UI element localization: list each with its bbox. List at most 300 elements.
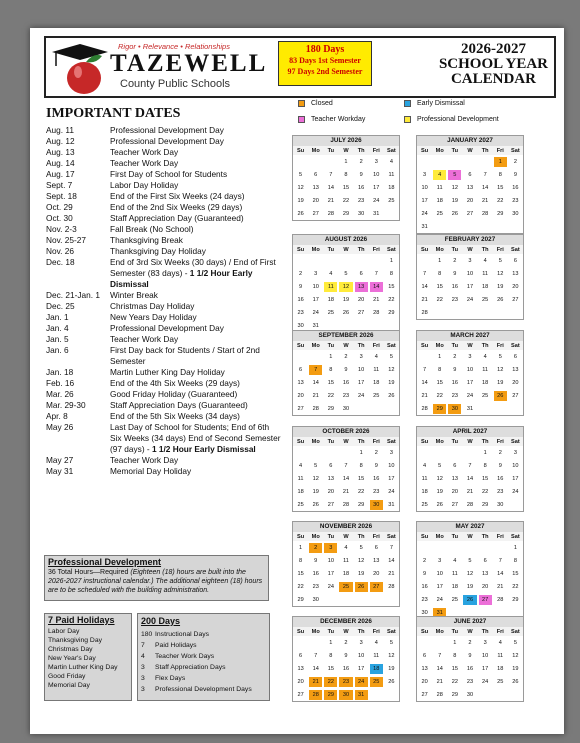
important-date-row [46, 213, 282, 224]
weekday-header: Mo [311, 147, 320, 154]
day-cell: 27 [479, 595, 492, 605]
header [44, 36, 556, 98]
day-cell: 17 [327, 570, 334, 577]
day-cell: 16 [312, 570, 319, 577]
day-cell: 25 [436, 210, 443, 217]
day-cell: 8 [483, 462, 487, 469]
day-cell: 22 [297, 583, 304, 590]
day-cell: 23 [297, 309, 304, 316]
day-cell: 25 [297, 501, 304, 508]
weekday-header: Su [296, 438, 305, 445]
paid-holidays-box [44, 613, 132, 701]
weekday-header: Su [420, 628, 429, 635]
month-calendar [416, 616, 524, 702]
day-cell: 15 [482, 475, 489, 482]
legend-swatch [404, 116, 411, 123]
day-cell: 16 [497, 475, 504, 482]
important-date-row [46, 422, 282, 455]
day-cell: 8 [498, 171, 502, 178]
day-cell: 29 [358, 501, 365, 508]
day-cell: 31 [312, 322, 319, 329]
calendar-title [439, 42, 548, 87]
day-cell: 4 [329, 270, 333, 277]
day-grid [417, 541, 523, 619]
district-subtitle: County Public Schools [120, 78, 231, 90]
important-date-row [46, 169, 282, 180]
day-cell: 12 [512, 652, 519, 659]
day-cell: 27 [312, 210, 319, 217]
day-cell: 2 [374, 449, 378, 456]
day-cell: 30 [312, 596, 319, 603]
day-cell: 4 [299, 462, 303, 469]
day-cell: 8 [389, 270, 393, 277]
day-cell: 15 [388, 283, 395, 290]
day-cell: 24 [373, 197, 380, 204]
day-cell: 25 [451, 596, 458, 603]
month-title: MARCH 2027 [417, 331, 523, 341]
day-cell: 1 [344, 158, 348, 165]
event-text: Professional Development Day [110, 136, 224, 146]
days-type: Teacher Work Days [155, 653, 215, 660]
day-cell: 8 [438, 270, 442, 277]
day-cell: 31 [373, 210, 380, 217]
date-label: Sept. 7 [46, 180, 73, 190]
event-bold-text: 1 1/2 Hour Early Dismissal [151, 444, 256, 454]
weekday-header: Fri [496, 246, 504, 253]
day-cell: 17 [512, 475, 519, 482]
event-label [110, 169, 282, 180]
weekday-header: W [343, 147, 349, 154]
weekday-header: Su [296, 147, 305, 154]
day-cell: 24 [355, 677, 368, 687]
day-cell: 12 [451, 184, 458, 191]
weekday-header: Tu [327, 342, 335, 349]
weekday-row [293, 627, 399, 636]
day-cell: 18 [436, 197, 443, 204]
important-date-row [46, 367, 282, 378]
day-cell: 12 [297, 184, 304, 191]
weekday-header: Tu [327, 147, 335, 154]
weekday-header: Fri [372, 342, 380, 349]
day-cell: 31 [388, 501, 395, 508]
days-line-2: 97 Days 2nd Semester [287, 67, 363, 76]
day-cell: 10 [373, 171, 380, 178]
weekday-header: Th [357, 342, 365, 349]
day-cell: 28 [421, 309, 428, 316]
holiday-item: Thanksgiving Day [48, 637, 103, 644]
day-cell: 20 [482, 583, 489, 590]
event-text: Labor Day Holiday [110, 180, 179, 190]
weekday-row [417, 627, 523, 636]
important-date-row [46, 323, 282, 334]
day-cell: 31 [355, 690, 368, 700]
weekday-header: Sat [511, 246, 520, 253]
date-label: Mar. 26 [46, 389, 74, 399]
professional-development-box [44, 555, 269, 601]
day-cell: 11 [497, 652, 504, 659]
day-cell: 20 [466, 197, 474, 204]
day-cell: 2 [498, 449, 502, 456]
day-cell: 14 [421, 379, 428, 386]
important-date-row [46, 312, 282, 323]
day-cell: 9 [314, 557, 318, 564]
weekday-row [293, 437, 399, 446]
date-label: Aug. 11 [46, 125, 74, 135]
day-cell: 17 [436, 583, 443, 590]
day-cell: 13 [327, 475, 334, 482]
important-date-row [46, 202, 282, 213]
day-cell: 18 [342, 570, 350, 577]
day-cell: 6 [299, 652, 303, 659]
day-cell: 20 [512, 283, 519, 290]
day-cell: 10 [466, 270, 474, 277]
month-calendar [292, 426, 400, 512]
day-grid [293, 254, 399, 332]
day-cell: 18 [497, 665, 504, 672]
day-cell: 10 [512, 462, 519, 469]
important-date-row [46, 235, 282, 246]
day-cell: 27 [451, 501, 458, 508]
date-label: Jan. 5 [46, 334, 69, 344]
day-cell: 2 [453, 353, 457, 360]
weekday-header: Tu [451, 628, 459, 635]
month-title: OCTOBER 2026 [293, 427, 399, 437]
important-date-row [46, 125, 282, 136]
day-cell: 2 [359, 158, 363, 165]
day-cell: 30 [497, 501, 504, 508]
days-line-1: 83 Days 1st Semester [289, 56, 361, 65]
weekday-header: W [467, 246, 473, 253]
day-cell: 6 [423, 652, 427, 659]
day-cell: 13 [355, 282, 368, 292]
day-cell: 14 [342, 475, 350, 482]
days-summary-box [278, 41, 372, 86]
day-cell: 30 [421, 609, 428, 616]
weekday-header: W [343, 246, 349, 253]
weekday-row [417, 437, 523, 446]
weekday-header: Sat [387, 533, 396, 540]
important-date-row [46, 257, 282, 290]
day-cell: 25 [370, 677, 383, 687]
day-cell: 3 [324, 543, 337, 553]
weekday-row [417, 146, 523, 155]
weekday-header: Mo [311, 342, 320, 349]
event-label [110, 367, 282, 378]
event-text: Martin Luther King Day Holiday [110, 367, 225, 377]
event-label [110, 345, 282, 367]
day-cell: 19 [512, 665, 519, 672]
weekday-row [293, 532, 399, 541]
day-cell: 1 [453, 639, 457, 646]
day-cell: 17 [388, 475, 395, 482]
day-cell: 1 [299, 544, 303, 551]
event-text: First Day of School for Students [110, 169, 228, 179]
day-grid [293, 350, 399, 415]
weekday-header: Sat [511, 628, 520, 635]
weekday-header: Mo [435, 628, 444, 635]
day-cell: 17 [466, 283, 474, 290]
day-cell: 11 [324, 282, 337, 292]
day-cell: 28 [421, 405, 428, 412]
event-label [110, 466, 282, 477]
day-cell: 10 [327, 557, 334, 564]
day-cell: 10 [312, 283, 319, 290]
day-cell: 3 [314, 270, 318, 277]
date-label: Sept. 18 [46, 191, 77, 201]
day-cell: 28 [312, 405, 319, 412]
day-cell: 19 [497, 379, 504, 386]
pd-text-1: 36 Total Hours—Required [48, 569, 131, 576]
day-cell: 4 [389, 158, 393, 165]
day-grid [293, 446, 399, 511]
weekday-header: Th [357, 533, 365, 540]
day-cell: 20 [512, 379, 519, 386]
day-cell: 3 [438, 557, 442, 564]
day-cell: 27 [466, 210, 474, 217]
date-label: Feb. 16 [46, 378, 75, 388]
day-cell: 29 [324, 690, 337, 700]
weekday-header: W [467, 147, 473, 154]
day-cell: 4 [453, 557, 457, 564]
day-cell: 15 [327, 665, 334, 672]
day-cell: 9 [453, 366, 457, 373]
weekday-header: W [343, 438, 349, 445]
day-cell: 24 [466, 392, 474, 399]
day-cell: 18 [370, 664, 383, 674]
day-cell: 7 [438, 652, 442, 659]
day-cell: 26 [355, 582, 368, 592]
day-cell: 22 [342, 197, 350, 204]
month-calendar [416, 135, 524, 234]
days-item [141, 629, 266, 640]
day-cell: 20 [327, 488, 334, 495]
day-cell: 23 [421, 596, 428, 603]
important-date-row [46, 334, 282, 345]
day-cell: 18 [421, 488, 428, 495]
weekday-header: Mo [311, 533, 320, 540]
day-cell: 10 [466, 366, 474, 373]
event-text: End of the 2nd Six Weeks (29 days) [110, 202, 243, 212]
day-cell: 1 [329, 353, 333, 360]
weekday-header: Fri [372, 438, 380, 445]
event-label [110, 301, 282, 312]
event-label [110, 202, 282, 213]
day-grid [417, 254, 523, 319]
important-date-row [46, 466, 282, 477]
day-cell: 13 [451, 475, 458, 482]
weekday-header: Sat [511, 533, 520, 540]
day-cell: 16 [373, 475, 380, 482]
important-date-row [46, 180, 282, 191]
event-label [110, 312, 282, 323]
day-cell: 22 [324, 677, 337, 687]
day-cell: 28 [309, 690, 322, 700]
days-type: Professional Development Days [155, 686, 252, 693]
day-cell: 24 [358, 392, 365, 399]
day-cell: 17 [421, 197, 428, 204]
day-cell: 27 [370, 582, 383, 592]
day-cell: 25 [482, 296, 489, 303]
day-cell: 9 [344, 652, 348, 659]
day-cell: 10 [358, 652, 365, 659]
weekday-header: Th [357, 438, 365, 445]
day-grid [417, 636, 523, 701]
day-cell: 18 [327, 296, 334, 303]
day-cell: 9 [498, 462, 502, 469]
day-cell: 18 [297, 488, 304, 495]
day-cell: 6 [374, 544, 378, 551]
weekday-header: W [467, 533, 473, 540]
weekday-header: Th [357, 147, 365, 154]
day-cell: 15 [358, 475, 365, 482]
event-label [110, 235, 282, 246]
weekday-row [417, 245, 523, 254]
day-cell: 11 [436, 184, 443, 191]
day-cell: 18 [482, 379, 489, 386]
day-cell: 23 [312, 583, 319, 590]
day-cell: 22 [358, 488, 365, 495]
weekday-header: Mo [435, 533, 444, 540]
date-label: Aug. 17 [46, 169, 75, 179]
event-label [110, 136, 282, 147]
day-cell: 5 [314, 462, 318, 469]
district-name: TAZEWELL [110, 50, 268, 77]
day-cell: 9 [513, 171, 517, 178]
day-cell: 26 [451, 210, 458, 217]
day-cell: 5 [389, 353, 393, 360]
day-cell: 10 [421, 184, 428, 191]
days-count: 180 [141, 631, 153, 638]
day-cell: 6 [299, 366, 303, 373]
day-cell: 13 [297, 665, 304, 672]
days-type: Paid Holidays [155, 642, 197, 649]
day-cell: 21 [327, 197, 334, 204]
weekday-header: Fri [372, 533, 380, 540]
day-cell: 5 [299, 171, 303, 178]
day-cell: 22 [388, 296, 395, 303]
day-cell: 24 [436, 596, 443, 603]
day-grid [293, 541, 399, 606]
day-cell: 24 [327, 583, 334, 590]
event-label [110, 257, 282, 290]
date-label: Jan. 1 [46, 312, 69, 322]
day-cell: 20 [358, 296, 365, 303]
month-calendar [292, 521, 400, 607]
month-title: NOVEMBER 2026 [293, 522, 399, 532]
day-cell: 8 [329, 366, 333, 373]
month-title: DECEMBER 2026 [293, 617, 399, 627]
weekday-header: Tu [451, 533, 459, 540]
day-cell: 26 [342, 309, 350, 316]
weekday-header: Th [481, 628, 489, 635]
weekday-header: Mo [311, 438, 320, 445]
day-cell: 15 [497, 184, 504, 191]
day-cell: 22 [327, 392, 334, 399]
day-cell: 5 [468, 557, 472, 564]
day-cell: 10 [436, 570, 443, 577]
month-title: AUGUST 2026 [293, 235, 399, 245]
important-date-row [46, 147, 282, 158]
weekday-header: Fri [496, 438, 504, 445]
day-cell: 24 [466, 296, 474, 303]
day-cell: 5 [498, 257, 502, 264]
month-title: FEBRUARY 2027 [417, 235, 523, 245]
event-label [110, 191, 282, 202]
day-cell: 8 [329, 652, 333, 659]
day-cell: 21 [312, 392, 319, 399]
days-count: 4 [141, 653, 145, 660]
days-type: Instructional Days [155, 631, 210, 638]
day-cell: 3 [468, 257, 472, 264]
days-item [141, 684, 266, 695]
day-cell: 31 [433, 608, 446, 618]
month-calendar [292, 330, 400, 416]
day-cell: 1 [438, 353, 442, 360]
day-cell: 28 [436, 691, 443, 698]
day-cell: 26 [494, 391, 507, 401]
day-cell: 15 [297, 570, 304, 577]
date-label: May 31 [46, 466, 74, 476]
day-cell: 25 [339, 582, 352, 592]
title-year: 2026-2027 [460, 41, 526, 57]
important-date-row [46, 411, 282, 422]
day-cell: 20 [297, 392, 304, 399]
day-cell: 8 [453, 652, 457, 659]
day-cell: 23 [451, 392, 458, 399]
day-cell: 9 [423, 570, 427, 577]
day-cell: 30 [466, 691, 474, 698]
day-cell: 3 [468, 353, 472, 360]
weekday-header: Fri [496, 147, 504, 154]
day-cell: 12 [497, 366, 504, 373]
event-label [110, 213, 282, 224]
pd-text-2: (Eighteen (18) hours are built into the 2026-2027 instructional calendar.) The additional eighteen (18) hours are to be scheduled with the building administration. [48, 569, 263, 594]
month-calendar [416, 426, 524, 512]
date-label: Dec. 18 [46, 257, 75, 267]
weekday-header: Tu [451, 147, 459, 154]
event-label [110, 323, 282, 334]
event-text: Fall Break (No School) [110, 224, 194, 234]
weekday-header: W [343, 342, 349, 349]
month-title: JULY 2026 [293, 136, 399, 146]
day-cell: 25 [482, 392, 489, 399]
day-cell: 16 [421, 583, 428, 590]
day-cell: 4 [344, 544, 348, 551]
day-cell: 11 [297, 475, 304, 482]
weekday-header: Su [296, 246, 305, 253]
day-cell: 5 [359, 544, 363, 551]
day-cell: 14 [436, 665, 443, 672]
day-cell: 9 [359, 171, 363, 178]
weekday-header: Su [420, 342, 429, 349]
day-cell: 4 [483, 257, 487, 264]
legend-label: Teacher Workday [311, 116, 366, 123]
day-cell: 14 [312, 665, 319, 672]
important-dates-list [46, 125, 282, 477]
day-grid [417, 155, 523, 233]
day-cell: 1 [513, 544, 517, 551]
day-cell: 30 [297, 322, 304, 329]
day-cell: 19 [451, 197, 458, 204]
day-cell: 20 [451, 488, 458, 495]
event-label [110, 400, 282, 411]
day-cell: 16 [342, 665, 350, 672]
days-item [141, 673, 266, 684]
date-label: Aug. 12 [46, 136, 75, 146]
day-cell: 12 [497, 270, 504, 277]
day-cell: 28 [466, 501, 474, 508]
day-cell: 11 [421, 475, 428, 482]
